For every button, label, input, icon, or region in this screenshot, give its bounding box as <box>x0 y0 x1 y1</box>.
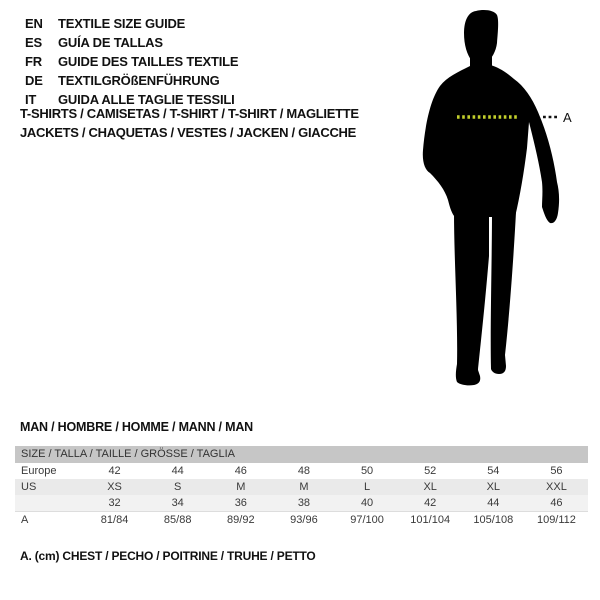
language-title: GUÍA DE TALLAS <box>58 35 163 50</box>
language-title: TEXTILGRÖßENFÜHRUNG <box>58 73 220 88</box>
table-cell: 40 <box>360 497 374 509</box>
table-cell: 85/88 <box>163 514 192 526</box>
table-cell: 52 <box>424 465 437 477</box>
table-cell: 44 <box>487 497 500 509</box>
silhouette-left-leg <box>454 212 489 385</box>
table-cell: 42 <box>424 497 437 509</box>
category-line-jackets: JACKETS / CHAQUETAS / VESTES / JACKEN / GIACCHE <box>20 125 356 140</box>
measure-label-a: A <box>563 110 572 125</box>
language-list <box>25 14 238 109</box>
language-title: GUIDA ALLE TAGLIE TESSILI <box>58 92 235 107</box>
language-item <box>25 71 238 90</box>
language-code: FR <box>25 54 42 69</box>
table-row-chest-a <box>15 511 588 528</box>
table-row-europe <box>15 463 588 479</box>
silhouette-right-leg <box>491 212 516 374</box>
man-silhouette-illustration <box>410 0 580 410</box>
table-cell: 101/104 <box>410 514 451 526</box>
table-cell: XS <box>107 481 122 493</box>
table-row-numeric <box>15 495 588 511</box>
table-cell: 93/96 <box>290 514 318 526</box>
category-line-tshirts: T-SHIRTS / CAMISETAS / T-SHIRT / T-SHIRT / MAGLIETTE <box>20 106 359 121</box>
table-cell: 46 <box>550 497 563 509</box>
table-cell: 48 <box>297 465 311 477</box>
language-item <box>25 52 238 71</box>
table-cell: 109/112 <box>536 514 576 526</box>
table-cell: M <box>299 481 309 493</box>
language-code: DE <box>25 73 43 88</box>
table-cell: XL <box>423 481 437 493</box>
silhouette-torso-arms <box>423 65 559 223</box>
category-lines <box>20 104 359 142</box>
table-cell: 42 <box>108 465 121 477</box>
measure-footnote: A. (cm) CHEST / PECHO / POITRINE / TRUHE / PETTO <box>20 549 316 563</box>
language-code: EN <box>25 16 43 31</box>
row-label: US <box>21 481 37 493</box>
table-cell: 105/108 <box>473 514 514 526</box>
language-title: TEXTILE SIZE GUIDE <box>58 16 186 31</box>
table-cell: 54 <box>487 465 500 477</box>
table-cell: 89/92 <box>227 514 255 526</box>
language-title: GUIDE DES TAILLES TEXTILE <box>58 54 239 69</box>
size-table-header: SIZE / TALLA / TAILLE / GRÖSSE / TAGLIA <box>15 446 588 463</box>
table-cell: 36 <box>234 497 247 509</box>
table-row-us <box>15 479 588 495</box>
row-label: A <box>21 514 29 526</box>
man-silhouette-figure <box>410 0 580 410</box>
table-cell: 50 <box>360 465 374 477</box>
language-item <box>25 33 238 52</box>
language-item <box>25 14 238 33</box>
table-cell: XXL <box>546 481 567 493</box>
table-cell: 46 <box>234 465 247 477</box>
table-cell: M <box>236 481 246 493</box>
table-cell: 38 <box>297 497 311 509</box>
section-title-man: MAN / HOMBRE / HOMME / MANN / MAN <box>20 420 253 434</box>
row-label: Europe <box>21 465 57 477</box>
table-cell: 34 <box>171 497 184 509</box>
table-cell: S <box>174 481 182 493</box>
table-cell: 56 <box>550 465 563 477</box>
table-cell: 32 <box>108 497 121 509</box>
row-label <box>15 495 83 511</box>
table-cell: 97/100 <box>350 514 384 526</box>
table-cell: 81/84 <box>100 514 129 526</box>
table-cell: L <box>364 481 371 493</box>
language-code: ES <box>25 35 42 50</box>
table-cell: 44 <box>171 465 184 477</box>
size-table <box>15 446 588 528</box>
language-code: IT <box>25 92 37 107</box>
table-cell: XL <box>486 481 501 493</box>
